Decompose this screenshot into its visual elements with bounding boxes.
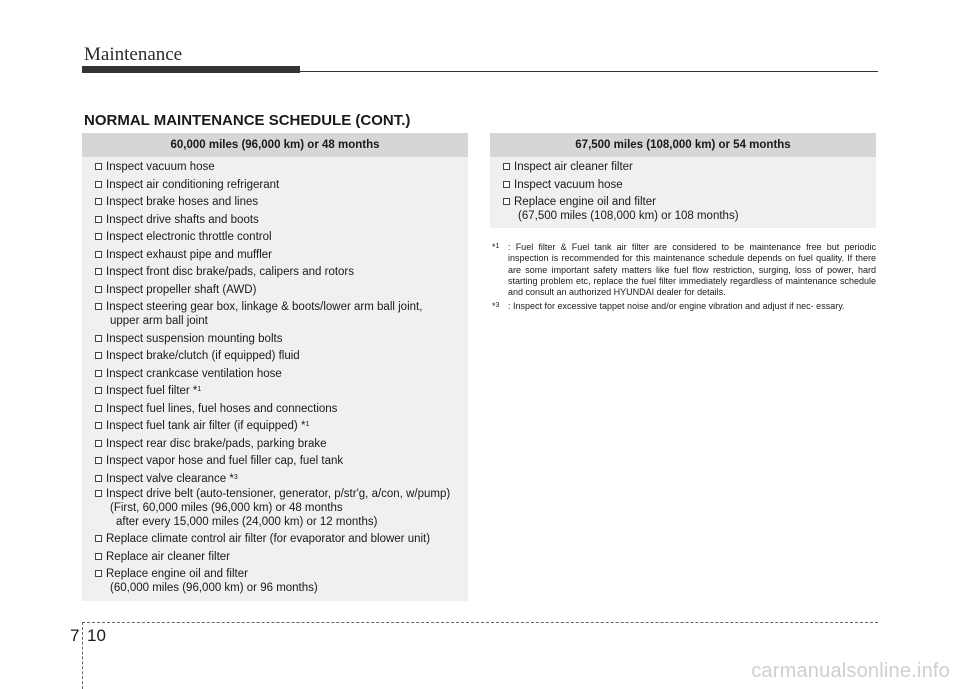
- checkbox-icon: [95, 370, 102, 377]
- footnotes: [490, 242, 876, 316]
- schedule-panel-60000: [82, 133, 468, 601]
- checkbox-icon: [95, 405, 102, 412]
- checkbox-icon: [95, 198, 102, 205]
- list-item: Inspect exhaust pipe and muffler: [95, 248, 468, 262]
- checkbox-icon: [95, 335, 102, 342]
- checkbox-icon: [95, 387, 102, 394]
- list-item: Inspect fuel tank air filter (if equipped) *$^1$: [95, 419, 468, 433]
- checkbox-icon: [95, 251, 102, 258]
- chapter-number: 7: [70, 626, 80, 645]
- list-item: Inspect propeller shaft (AWD): [95, 283, 468, 297]
- footnote: [490, 242, 876, 298]
- checkbox-icon: [95, 440, 102, 447]
- section-title: NORMAL MAINTENANCE SCHEDULE (CONT.): [84, 112, 411, 129]
- footnote-text: : Fuel filter & Fuel tank air filter are considered to be maintenance free but periodic inspection is recommended for this maintenance schedule depends on fuel quality. If there are some important safety matters like fuel flow restriction, surging, loss of power, hard starting problem etc, replace the fuel filter immediately regardless of maintenance schedule and consult an authorized HYUNDAI dealer for details.: [508, 242, 876, 298]
- list-item: Inspect brake/clutch (if equipped) fluid: [95, 349, 468, 363]
- list-item: Inspect valve clearance *$^3$: [95, 472, 468, 486]
- list-item: Replace engine oil and filter (60,000 miles (96,000 km) or 96 months): [95, 567, 468, 595]
- header-bar: [82, 66, 300, 73]
- panel-heading: 67,500 miles (108,000 km) or 54 months: [490, 133, 876, 157]
- list-item: Inspect fuel filter *$^1$: [95, 384, 468, 398]
- page-number: 10: [87, 626, 106, 645]
- list-item: Inspect brake hoses and lines: [95, 195, 468, 209]
- checkbox-icon: [95, 163, 102, 170]
- checkbox-icon: [503, 198, 510, 205]
- list-item: Inspect drive belt (auto-tensioner, generator, p/str'g, a/con, w/pump) (First, 60,000 miles (96,000 km) or 48 months after every 15,000 miles (24,000 km) or 12 months): [95, 487, 468, 529]
- panel-body: [490, 157, 876, 223]
- list-item: Inspect suspension mounting bolts: [95, 332, 468, 346]
- footnote-mark: *$^1$: [492, 242, 500, 252]
- footnote-ref: 3: [233, 473, 238, 481]
- checkbox-icon: [95, 286, 102, 293]
- list-item: Inspect drive shafts and boots: [95, 213, 468, 227]
- footer-rule: [82, 622, 878, 623]
- list-item: Replace climate control air filter (for evaporator and blower unit): [95, 532, 468, 546]
- checkbox-icon: [95, 303, 102, 310]
- checkbox-icon: [95, 233, 102, 240]
- list-item: Inspect air cleaner filter: [503, 160, 876, 174]
- panel-body: [82, 157, 468, 595]
- checkbox-icon: [503, 181, 510, 188]
- watermark: carmanualsonline.info: [751, 660, 950, 682]
- list-item: Inspect crankcase ventilation hose: [95, 367, 468, 381]
- checkbox-icon: [95, 268, 102, 275]
- checkbox-icon: [95, 475, 102, 482]
- list-item: Replace air cleaner filter: [95, 550, 468, 564]
- list-item: Inspect vacuum hose: [503, 178, 876, 192]
- footnote-text: : Inspect for excessive tappet noise and/or engine vibration and adjust if nec- essary.: [508, 301, 845, 312]
- list-item: Inspect front disc brake/pads, calipers and rotors: [95, 265, 468, 279]
- footer-divider: [82, 622, 83, 689]
- checkbox-icon: [95, 490, 102, 497]
- list-item: Inspect vapor hose and fuel filler cap, fuel tank: [95, 454, 468, 468]
- footnote-ref: 1: [305, 421, 310, 428]
- list-item: Inspect fuel lines, fuel hoses and connections: [95, 402, 468, 416]
- checkbox-icon: [95, 553, 102, 560]
- list-item: Inspect steering gear box, linkage & boots/lower arm ball joint, upper arm ball joint: [95, 300, 468, 328]
- checkbox-icon: [95, 570, 102, 577]
- list-item: Inspect electronic throttle control: [95, 230, 468, 244]
- footnote-mark: *$^3$: [492, 301, 500, 312]
- schedule-panel-67500: [490, 133, 876, 228]
- page-header-title: Maintenance: [84, 44, 183, 65]
- checkbox-icon: [95, 535, 102, 542]
- checkbox-icon: [95, 422, 102, 429]
- footnote: [490, 301, 876, 312]
- list-item: Inspect vacuum hose: [95, 160, 468, 174]
- list-item: Inspect air conditioning refrigerant: [95, 178, 468, 192]
- header-rule: [300, 71, 878, 72]
- checkbox-icon: [95, 181, 102, 188]
- panel-heading: 60,000 miles (96,000 km) or 48 months: [82, 133, 468, 157]
- checkbox-icon: [95, 457, 102, 464]
- checkbox-icon: [95, 216, 102, 223]
- checkbox-icon: [95, 352, 102, 359]
- checkbox-icon: [503, 163, 510, 170]
- footnote-ref: 1: [197, 386, 202, 393]
- list-item: Replace engine oil and filter (67,500 miles (108,000 km) or 108 months): [503, 195, 876, 223]
- list-item: Inspect rear disc brake/pads, parking brake: [95, 437, 468, 451]
